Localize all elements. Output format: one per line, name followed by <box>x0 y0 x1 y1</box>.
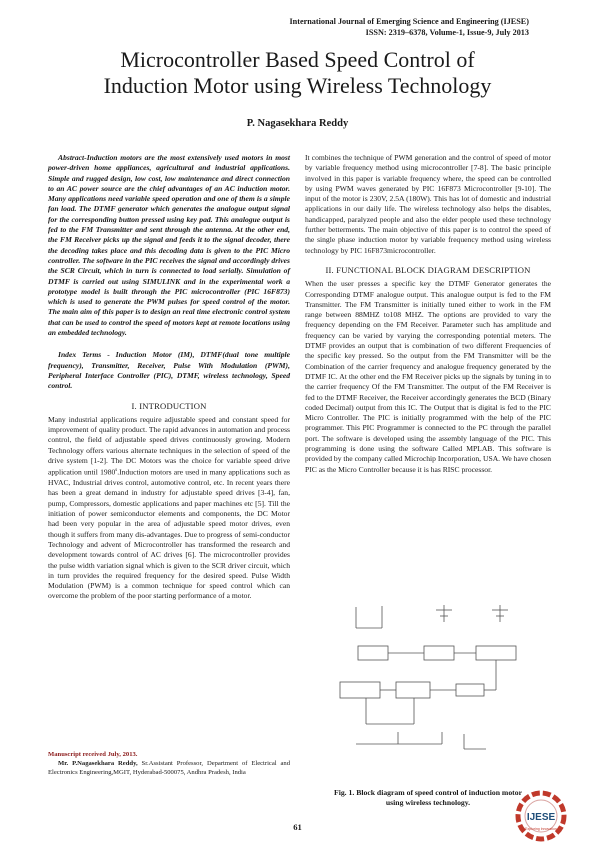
block-diagram-figure <box>336 604 532 752</box>
journal-issn: ISSN: 2319–6378, Volume-1, Issue-9, July 2013 <box>365 28 529 37</box>
index-terms: Index Terms - Induction Motor (IM), DTMF(dual tone multiple frequency), Transmitter, Receiver, Pulse With Modulation (PWM), Peripheral Interface Controller (PIC), DTMF, wireless technology, Speed control. <box>48 350 290 391</box>
figure-caption-line-1: Fig. 1. Block diagram of speed control of induction motor <box>334 788 522 797</box>
left-column <box>48 153 290 602</box>
paper-title <box>40 47 555 99</box>
footnote <box>48 750 290 777</box>
block-diagram-description: When the user presses a specific key the DTMF Generator generates the Corresponding DTMF analogue output. This analogue output is fed to the FM Transmitter. The FM Transmitter is initially tuned either to work in the FM range between 88MHZ to108 MHZ. The options are provided to vary the frequency depending on the FM Receiver. Parameter such has amplitude and frequency can be varied by varying the corresponding potential meters. The DTMF provides an output that is combination of two different Frequencies of the specific key pressed. So the output from the FM Transmitter will be the Combination of the carrier frequency and analogue frequency generated by the DTMF IC. At the other end the FM Receiver picks up the signals by tuning in to the carrier frequency Of the FM Transmitter. The output of the FM Receiver is fed to the DTMF Receiver, the Receiver accordingly generates the BCD (Binary coded Decimal) output from this IC. The Output that is digital is fed to the PIC Micro Controller. The PIC is initially programmed with the help of the PIC programmer. This PIC Programmer is connected to the PC through the parallel port. The software is developed using the assembly language of the PIC. This programming is done using the software Called MPLAB. This software is provided by the company called Microchip Incorporation, USA. We have chosen PIC as the Micro Controller because it is has RISC processor. <box>305 279 551 474</box>
logo-tagline: Exploring Innovation <box>525 827 557 831</box>
logo-text: IJESE <box>526 812 556 823</box>
title-line-1: Microcontroller Based Speed Control of <box>120 47 475 72</box>
right-column <box>305 153 551 475</box>
paper-author: P. Nagasekhara Reddy <box>246 118 349 129</box>
section-heading-introduction: I. INTRODUCTION <box>131 400 207 411</box>
footnote-author-name: Mr. P.Nagasekhara Reddy, <box>58 760 138 767</box>
title-line-2: Induction Motor using Wireless Technology <box>103 73 492 98</box>
diagram-block <box>476 646 516 660</box>
journal-header <box>290 16 530 38</box>
abstract: Abstract-Induction motors are the most extensively used motors in most power-driven home appliances, agricultural and industrial applications. Simple and rugged design, low cost, low maintenance and direct connection to an AC power source are the chief advantages of an AC induction motor. Many applications need variable speed operation and one of them is a simple fan load. The DTMF generator which generates the analogue output signal for the corresponding button pressed using key pad. This analogue output is fed to the FM Transmitter and sent through the antenna. At the other end, the FM Receiver picks up the signal and feeds it to the signal decoder, there the decoding takes place and this decoding data is given to the PIC Micro controller. The software in the PIC receives the signal and accordingly drives the SCR Circuit, which in turn is connected to load serially. Simulation of DTMF is carried out using SIMULINK and in the experimental work a prototype model is built through the PIC microcontroller (PIC 16F873) which is used to generate the PWM pulses for speed control of the motor. The main aim of this paper is to design an real time electronic control system that can be used to control the speed of motors kept at remote locations using an embedded technology. <box>48 153 290 338</box>
section-heading-block-diagram: II. FUNCTIONAL BLOCK DIAGRAM DESCRIPTION <box>325 264 531 275</box>
intro-superscript: s <box>115 468 118 474</box>
figure-caption-line-2: using wireless technology. <box>385 798 471 807</box>
diagram-block <box>456 684 484 696</box>
diagram-block <box>424 646 454 660</box>
intro-text-part2: .Induction motors are used in many applications such as HVAC, Industrial drives control, automotive control, etc. In recent years there has been a great demand in industry for adjustable speed drives [3-4], fan, pump, Compressors, domestic applications and paper machines etc [5]. Till the initiation of power semiconductor elements and components, the DC Motor had been very popular in the area of adjustable speed motor drives, even though it suffers from many dis-advantages. Due to progress of semi-conductor Technology and advent of Microcontroller has transformed the research and development towards control of AC drives [6]. The microcontroller provides the pulse width variation signal which is given to the SCR driver circuit, which in turn provides the required frequency for the desired speed. Pulse Width Modulation (PWM) is a common technique for speed control which can overcome the problem of the poor starting performance of a motor. <box>48 467 290 601</box>
diagram-block <box>340 682 380 698</box>
ijese-logo <box>505 790 589 842</box>
journal-name: International Journal of Emerging Science and Engineering (IJESE) <box>289 17 529 26</box>
diagram-block <box>358 646 388 660</box>
page-number: 61 <box>293 822 302 832</box>
introduction-continued: It combines the technique of PWM generation and the control of speed of motor by variable frequency method using microcontroller [7-8]. The basic principle involved in this paper is variable frequency where, the speed can be controlled by using PWM waves generated by PIC 16F873 Microcontroller [9-10]. The input of the motor is 230V, 2.5A (180W). This has lot of domestic and industrial applications in our daily life. The wireless technology also helps the disables, handicapped, paralyzed people and also the elder people used these technology further betterments. The main objective of this paper is to control the speed of the single phase induction motor by variable frequency method using wireless technology by PIC 16F873microcontroller. <box>305 153 551 255</box>
diagram-block <box>396 682 430 698</box>
manuscript-received: Manuscript received July, 2013. <box>48 751 138 758</box>
intro-text-part1: Many industrial applications require adjustable speed and constant speed for improvement of quality product. The rapid advances in automation and process control, the field of adjustable speed drives continuously growing. Modern Technology offers various alternate techniques in the selection of speed of the drive system [1-2]. The DC Motors was the choice for variable speed drive application until 1980 <box>48 414 290 477</box>
footnote-author-details: Sr.Assistant Professor, Department of Electrical and Electronics Engineering,MGIT, Hyderabad-500075, Andhra Pradesh, India <box>48 760 291 776</box>
author-affiliation <box>48 759 290 777</box>
introduction-text <box>48 415 290 602</box>
